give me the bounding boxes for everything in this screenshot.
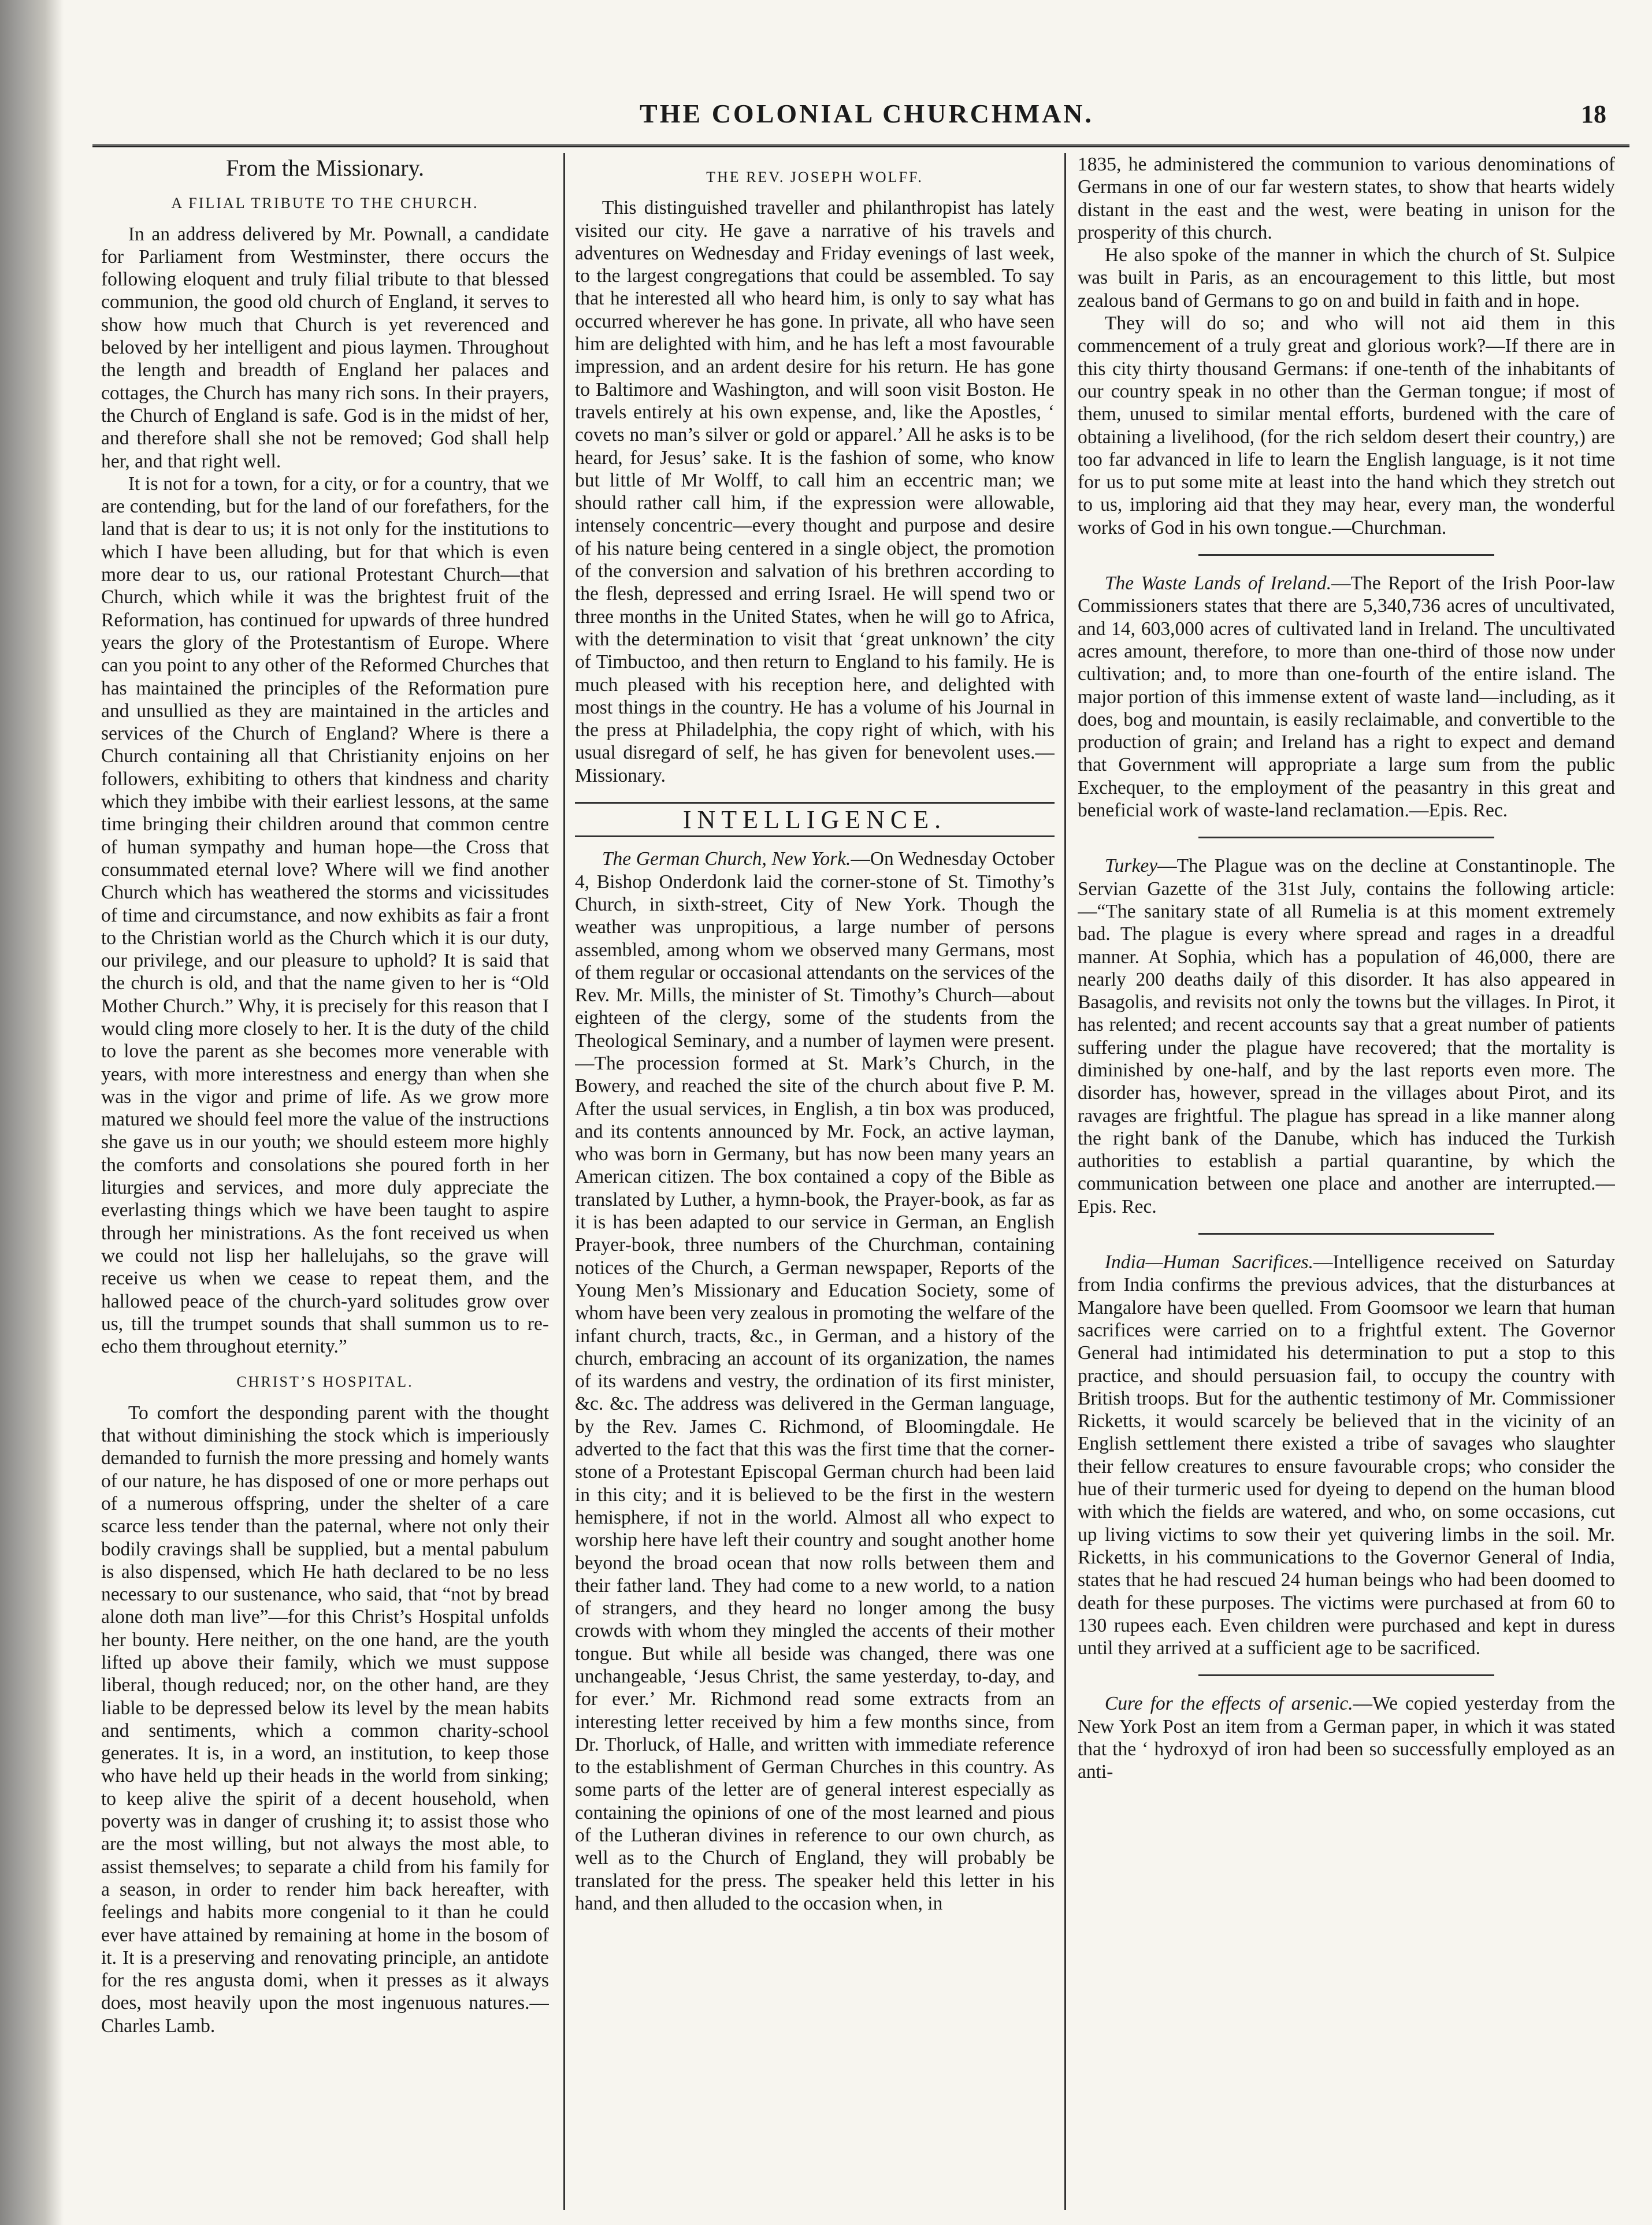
page-number: 18 [1581, 100, 1606, 128]
article-title: THE REV. JOSEPH WOLFF. [706, 169, 923, 185]
article-paragraph [1078, 1251, 1615, 1659]
section-banner: INTELLIGENCE. [575, 802, 1055, 837]
article-lead: Cure for the effects of arsenic. [1104, 1693, 1353, 1715]
article-separator [1198, 837, 1494, 838]
article-body: —Intelligence received on Saturday from India confirms the previous advices, that the disturbances at Mangalore have been quelled. From Goomsoor we learn that human sacrifices were carried on to a frightful extent. The Governor General had intimidated his determination to put a stop to this practice, and should persuasion fail, to occupy the country with British troops. But for the authentic testimony of Mr. Commissioner Ricketts, it would scarcely be believed that in the vicinity of an English settlement there existed a tribe of savages who slaughter their fellow creatures to ensure favourable crops; who consider the hue of their turmeric used for dyeing to depend on the human blood with which the fields are watered, and who, on some occasions, cut up living victims to sow their yet quivering limbs in the soil. Mr. Ricketts, in his communications to the Governor General of India, states that he had rescued 24 human beings who had been doomed to death for these purposes. The victims were purchased at from 60 to 130 rupees each. Even children were purchased and kept in duress until they arrived at a sufficient age to be sacrificed. [1078, 1251, 1615, 1659]
article-body: —The Plague was on the decline at Constantinople. The Servian Gazette of the 31st July, contains the following article:—“The sanitary state of all Rumelia is at this moment extremely bad. The plague is every where spread and rages in a dreadful manner. At Sophia, which has a population of 46,000, there are nearly 200 deaths daily of this disorder. It has also appeared in Basagolis, and revisits not only the towns but the villages. In Pirot, it has relented; and recent accounts say that a great number of patients suffering under the plague have recovered; that the mortality is diminished by one-half, and by the last reports even more. The disorder has, however, spread in the villages about Pirot, and its ravages are frightful. The plague has spread in a like manner along the right bank of the Danube, which has induced the Turkish authorities to establish a partial quarantine, by which the communication between one place and another are interrupted.—Epis. Rec. [1078, 855, 1615, 1217]
article-body: —On Wednesday October 4, Bishop Onderdonk laid the corner-stone of St. Timothy’s Church, in sixth-street, City of New York. Though the weather was unpropitious, a large number of persons assembled, among whom we observed many Germans, most of them regular or occasional attendants on the services of the Rev. Mr. Mills, the minister of St. Timothy’s Church—about eighteen of the clergy, some of the students from the Theological Seminary, and a number of laymen were present.—The procession formed at St. Mark’s Church, in the Bowery, and reached the site of the church about five P. M. After the usual services, in English, a tin box was produced, and its contents announced by Mr. Fock, an active layman, who was born in Germany, but has now been many years an American citizen. The box contained a copy of the Bible as translated by Luther, a hymn-book, the Prayer-book, as far as it is has been adapted to our service in German, an English Prayer-book, three numbers of the Churchman, containing notices of the Church, a German newspaper, Reports of the Young Men’s Missionary and Education Society, some of whom have been very zealous in promoting the welfare of the infant church, tracts, &c., in German, and a history of the church, embracing an account of its organization, the names of its wardens and vestry, the ordination of its first minister, &c. &c. The address was delivered in the German language, by the Rev. James C. Richmond, of Bloomingdale. He adverted to the fact that this was the first time that the corner-stone of a Protestant Episcopal German church had been laid in this city; and it is believed to be the first in the western hemisphere, if not in the world. Almost all who expect to worship here have left their country and sought another home beyond the broad ocean that now rolls between them and their father land. They had come to a new world, to a nation of strangers, and they heard no longer among the busy crowds with whom they mingled the accents of their mother tongue. But while all beside was changed, there was one unchangeable, ‘Jesus Christ, the same yesterday, to-day, and for ever.’ Mr. Richmond read some extracts from an interesting letter received by him a few months since, from Dr. Thorluck, of Halle, and written with immediate reference to the establishment of German Churches in this country. As some parts of the letter are of general interest especially as containing the opinions of one of the most learned and pious of the Lutheran divines in reference to our own church, as well as to the Church of England, they will probably be translated for the press. The speaker held this letter in his hand, and then alluded to the occasion when, in [575, 848, 1055, 1914]
newspaper-title: THE COLONIAL CHURCHMAN. [640, 99, 1094, 128]
article-lead: Turkey [1104, 855, 1158, 877]
header-rule [92, 144, 1629, 147]
masthead [104, 98, 1629, 139]
binding-edge-shadow [0, 0, 64, 2225]
article-title: A FILIAL TRIBUTE TO THE CHURCH. [171, 195, 479, 212]
article-separator [1198, 1233, 1494, 1235]
article-title: CHRIST’S HOSPITAL. [236, 1373, 414, 1391]
article-paragraph: To comfort the desponding parent with the thought that without diminishing the stock which is imperiously demanded to furnish the more pressing and homely wants of our nature, he has disposed of one or more perhaps out of a numerous offspring, under the shelter of a care scarce less tender than the paternal, where not only their bodily cravings shall be supplied, but a mental pabulum is also dispensed, which He hath declared to be no less necessary to our sustenance, who said, that “not by bread alone doth man live”—for this Christ’s Hospital unfolds her bounty. Here neither, on the one hand, are the youth lifted up above their family, which we must suppose liberal, though reduced; nor, on the other hand, are they liable to be depressed below its level by the mean habits and sentiments, which a common charity-school generates. It is, in a word, an institution, to keep those who have held up their heads in the world from sinking; to keep alive the spirit of a decent household, when poverty was in danger of crushing it; to assist those who are the most willing, but not always the most able, to assist themselves; to separate a child from his family for a season, in order to render him back hereafter, with feelings and habits more congenial to it than he could ever have attained by remaining at home in the bosom of it. It is a preserving and renovating principle, an antidote for the res angusta domi, when it presses as it always does, most heavily upon the most ingenuous natures.—Charles Lamb. [101, 1402, 549, 2037]
column-3 [1078, 153, 1615, 2198]
article-paragraph [1078, 572, 1615, 822]
article-lead: The Waste Lands of Ireland. [1104, 573, 1332, 595]
article-paragraph: He also spoke of the manner in which the church of St. Sulpice was built in Paris, as an encouragement to this little, but most zealous band of Germans to go on and build in faith and in hope. [1078, 244, 1615, 311]
article-separator [1198, 554, 1494, 556]
article-paragraph: In an address delivered by Mr. Pownall, a candidate for Parliament from Westminster, there occurs the following eloquent and truly filial tribute to that blessed communion, the good old church of England, it serves to show how much that Church is yet reverenced and beloved by her intelligent and pious laymen. Throughout the length and breadth of England her palaces and cottages, the Church has many rich sons. In their prayers, the Church of England is safe. God is in the midst of her, and therefore shall she not be removed; God shall help her, and that right well. [101, 223, 549, 472]
article-body: —We copied yesterday from the New York Post an item from a German paper, in which it was stated that the ‘ hydroxyd of iron had been so successfully employed as an anti- [1078, 1693, 1615, 1783]
article-lead: The German Church, New York. [602, 848, 851, 870]
article-paragraph: It is not for a town, for a city, or for a country, that we are contending, but for the land of our forefathers, for the land that is dear to us; it is not only for the institutions to which I have been alluding, but for that which is even more dear to us, our rational Protestant Church—that Church, which while it was the brightest fruit of the Reformation, has continued for upwards of three hundred years the glory of the Protestantism of Europe. Where can you point to any other of the Reformed Churches that has maintained the principles of the Reformation pure and unsullied as they are maintained in the articles and services of the Church of England? Where is there a Church containing all that Christianity enjoins on her followers, exhibiting to others that kindness and charity which they imbibe with their earliest lessons, at the same time bringing their children around that common centre of human sympathy and human hope—the Cross that consummated eternal love? Where will we find another Church which has weathered the storms and vicissitudes of time and circumstance, and now exhibits as fair a front to the Christian world as the Church which it is our duty, our privilege, and our pleasure to uphold? It is said that the church is old, and that the name given to her is “Old Mother Church.” Why, it is precisely for this reason that I would cling more closely to her. It is the duty of the child to love the parent as she becomes more venerable with years, with more interestness and energy than when she was in the vigor and prime of life. As we grow more matured we should feel more the value of the instructions she gave us in our youth; we should esteem more highly the comforts and consolations she poured forth in her liturgies and services, and more duly appreciate the everlasting things which we have been taught to aspire through her ministrations. As the font received us when we could not lisp her hallelujahs, so the grave will receive us when we cease to repeat them, and the hallowed peace of the church-yard solitudes grow over us, till the trumpet sounds that shall summon us to re-echo them throughout eternity.” [101, 473, 549, 1358]
column-2 [575, 153, 1055, 2198]
article-paragraph: 1835, he administered the communion to various denominations of Germans in one of our far western states, to show that hearts widely distant in the east and the west, were beating in unison for the prosperity of this church. [1078, 154, 1615, 243]
article-paragraph [575, 848, 1055, 1915]
article-lead: India—Human Sacrifices. [1104, 1251, 1313, 1273]
article-paragraph [1078, 855, 1615, 1218]
article-paragraph [1078, 1692, 1615, 1783]
article-paragraph: They will do so; and who will not aid them in this commencement of a truly great and glorious work?—If there are in this city thirty thousand Germans: if one-tenth of the inhabitants of our country speak in no other than the German tongue; if most of them, unused to similar mental efforts, burdened with the care of obtaining a livelihood, (for the rich seldom desert their country,) are too far advanced in life to learn the English language, is it not time for us to put some mite at least into the hand which they stretch out to us, imploring aid that they may hear, every man, the wonderful works of God in his own tongue.—Churchman. [1078, 313, 1615, 538]
column-1 [101, 153, 549, 2198]
column-rule [1064, 153, 1066, 2210]
article-paragraph: This distinguished traveller and philanthropist has lately visited our city. He gave a narrative of his travels and adventures on Wednesday and Friday evenings of last week, to the largest congregations that could be assembled. To say that he interested all who heard him, is only to say what has occurred wherever he has gone. In private, all who have seen him are delighted with him, and he has left a most favourable impression, and an ardent desire for his return. He has gone to Baltimore and Washington, and will soon visit Boston. He travels entirely at his own expense, and, like the Apostles, ‘ covets no man’s silver or gold or apparel.’ All he asks is to be heard, for Jesus’ sake. It is the fashion of some, who know but little of Mr Wolff, to call him an eccentric man; we should rather call him, if the expression were allowable, intensely concentric—every thought and purpose and desire of his nature being centered in a single object, the promotion of the conversion and salvation of his brethren according to the flesh, depressed and erring Israel. He will spend two or three months in the United States, when he will go to Africa, with the determination to visit that ‘great unknown’ the city of Timbuctoo, and then return to England to his family. He is much pleased with his reception here, and delighted with most things in the country. He has a volume of his Journal in the press at Philadelphia, the copy right of which, with his usual disregard of self, he has given for benevolent uses.—Missionary. [575, 197, 1055, 786]
column-rule [563, 153, 565, 2210]
article-separator [1198, 1674, 1494, 1676]
article-body: —The Report of the Irish Poor-law Commissioners states that there are 5,340,736 acres of uncultivated, and 14, 603,000 acres of cultivated land in Ireland. The uncultivated acres amount, therefore, to more than one-third of those now under cultivation; and, to more than one-fourth of the entire island. The major portion of this immense extent of waste land—including, as it does, bog and mountain, is easily reclaimable, and convertible to the production of grain; and Ireland has a right to expect and demand that Government will appropriate a large sum from the public Exchequer, to the employment of the peasantry in this great and beneficial work of waste-land reclamation.—Epis. Rec. [1078, 573, 1615, 822]
section-title: From the Missionary. [226, 155, 424, 181]
